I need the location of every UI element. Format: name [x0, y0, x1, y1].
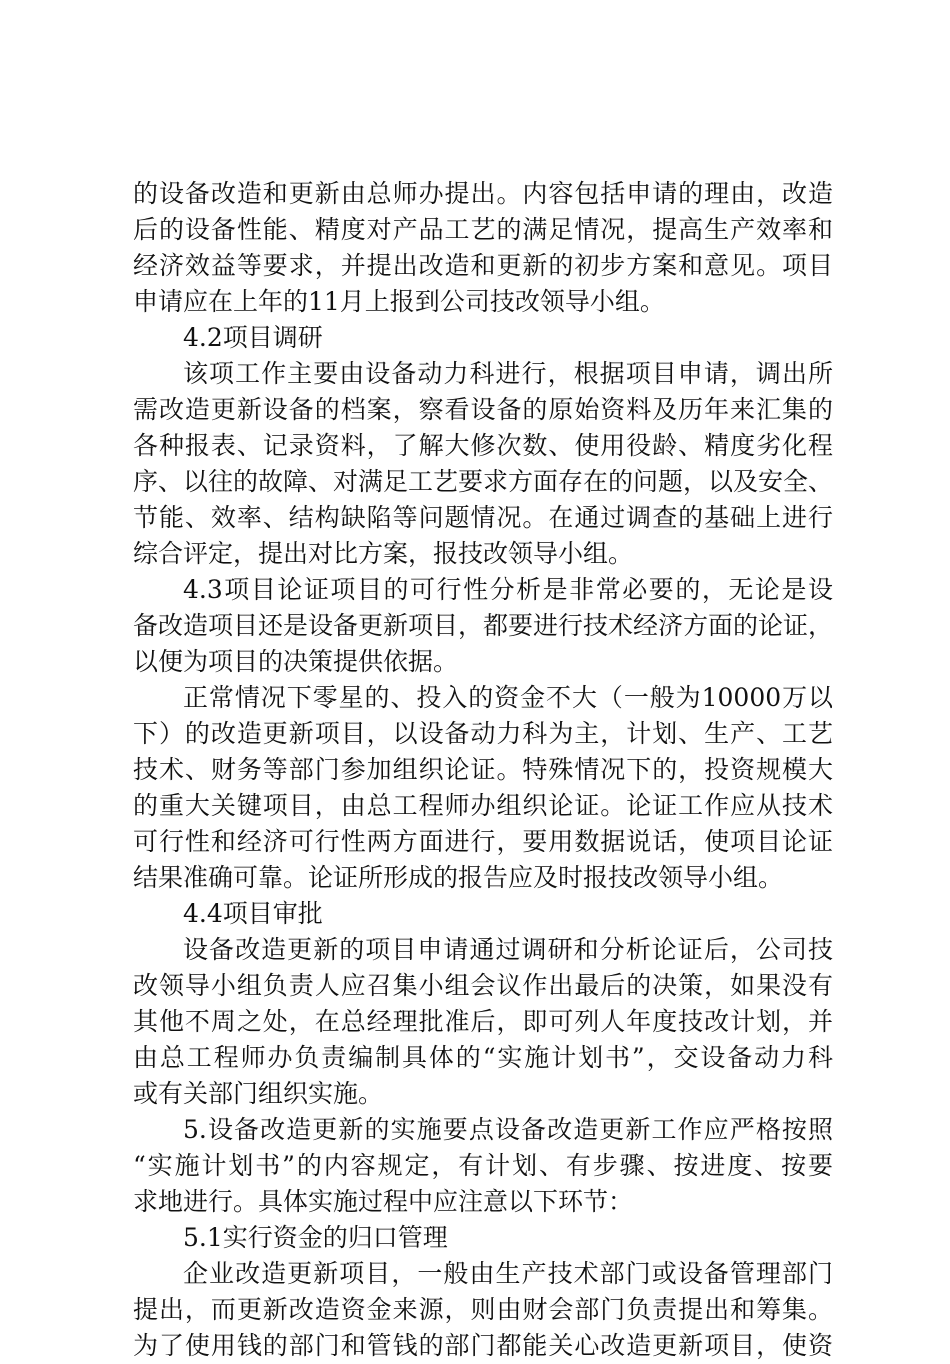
text-line: 由总工程师办负责编制具体的“实施计划书”，交设备动力科 [133, 1043, 833, 1072]
text-line: 备改造项目还是设备更新项目，都要进行技术经济方面的论证， [133, 611, 833, 640]
text-line: 各种报表、记录资料，了解大修次数、使用役龄、精度劣化程 [133, 431, 833, 460]
text-line: 其他不周之处，在总经理批准后，即可列人年度技改计划，并 [133, 1007, 833, 1036]
text-line: 提出，而更新改造资金来源，则由财会部门负责提出和筹集。 [133, 1295, 833, 1324]
text-line: 该项工作主要由设备动力科进行，根据项目申请，调出所 [183, 359, 833, 388]
text-line: 后的设备性能、精度对产品工艺的满足情况，提高生产效率和 [133, 215, 833, 244]
text-line: 结果准确可靠。论证所形成的报告应及时报技改领导小组。 [133, 863, 784, 892]
text-line: 5.设备改造更新的实施要点设备改造更新工作应严格按照 [183, 1115, 833, 1144]
text-line: 节能、效率、结构缺陷等问题情况。在通过调查的基础上进行 [133, 503, 833, 532]
text-line: 或有关部门组织实施。 [133, 1079, 384, 1108]
text-line: 需改造更新设备的档案，察看设备的原始资料及历年来汇集的 [133, 395, 833, 424]
text-line: 设备改造更新的项目申请通过调研和分析论证后，公司技 [183, 935, 833, 964]
section-heading: 4.4项目审批 [183, 899, 323, 928]
text-line: 的重大关键项目，由总工程师办组织论证。论证工作应从技术 [133, 791, 833, 820]
text-line: 以便为项目的决策提供依据。 [133, 647, 459, 676]
text-line: 改领导小组负责人应召集小组会议作出最后的决策，如果没有 [133, 971, 833, 1000]
text-line: 技术、财务等部门参加组织论证。特殊情况下的，投资规模大 [133, 755, 833, 784]
text-line: 申请应在上年的11月上报到公司技改领导小组。 [133, 287, 665, 316]
text-line: 序、以往的故障、对满足工艺要求方面存在的问题，以及安全、 [133, 467, 833, 496]
text-line: 的设备改造和更新由总师办提出。内容包括申请的理由，改造 [133, 179, 833, 208]
document-body [133, 176, 833, 1364]
section-heading: 5.1实行资金的归口管理 [183, 1223, 448, 1252]
text-line: 为了使用钱的部门和管钱的部门都能关心改造更新项目，使资 [133, 1331, 833, 1360]
text-line: 可行性和经济可行性两方面进行，要用数据说话，使项目论证 [133, 827, 833, 856]
text-line: “实施计划书”的内容规定，有计划、有步骤、按进度、按要 [133, 1151, 833, 1180]
text-line: 求地进行。具体实施过程中应注意以下环节： [133, 1187, 634, 1216]
section-heading: 4.2项目调研 [183, 323, 323, 352]
text-line: 经济效益等要求，并提出改造和更新的初步方案和意见。项目 [133, 251, 833, 280]
text-line: 下）的改造更新项目，以设备动力科为主，计划、生产、工艺 [133, 719, 833, 748]
text-line: 正常情况下零星的、投入的资金不大（一般为10000万以 [183, 683, 833, 712]
text-line: 综合评定，提出对比方案，报技改领导小组。 [133, 539, 634, 568]
text-line: 企业改造更新项目，一般由生产技术部门或设备管理部门 [183, 1259, 833, 1288]
text-line: 4.3项目论证项目的可行性分析是非常必要的，无论是设 [183, 575, 833, 604]
